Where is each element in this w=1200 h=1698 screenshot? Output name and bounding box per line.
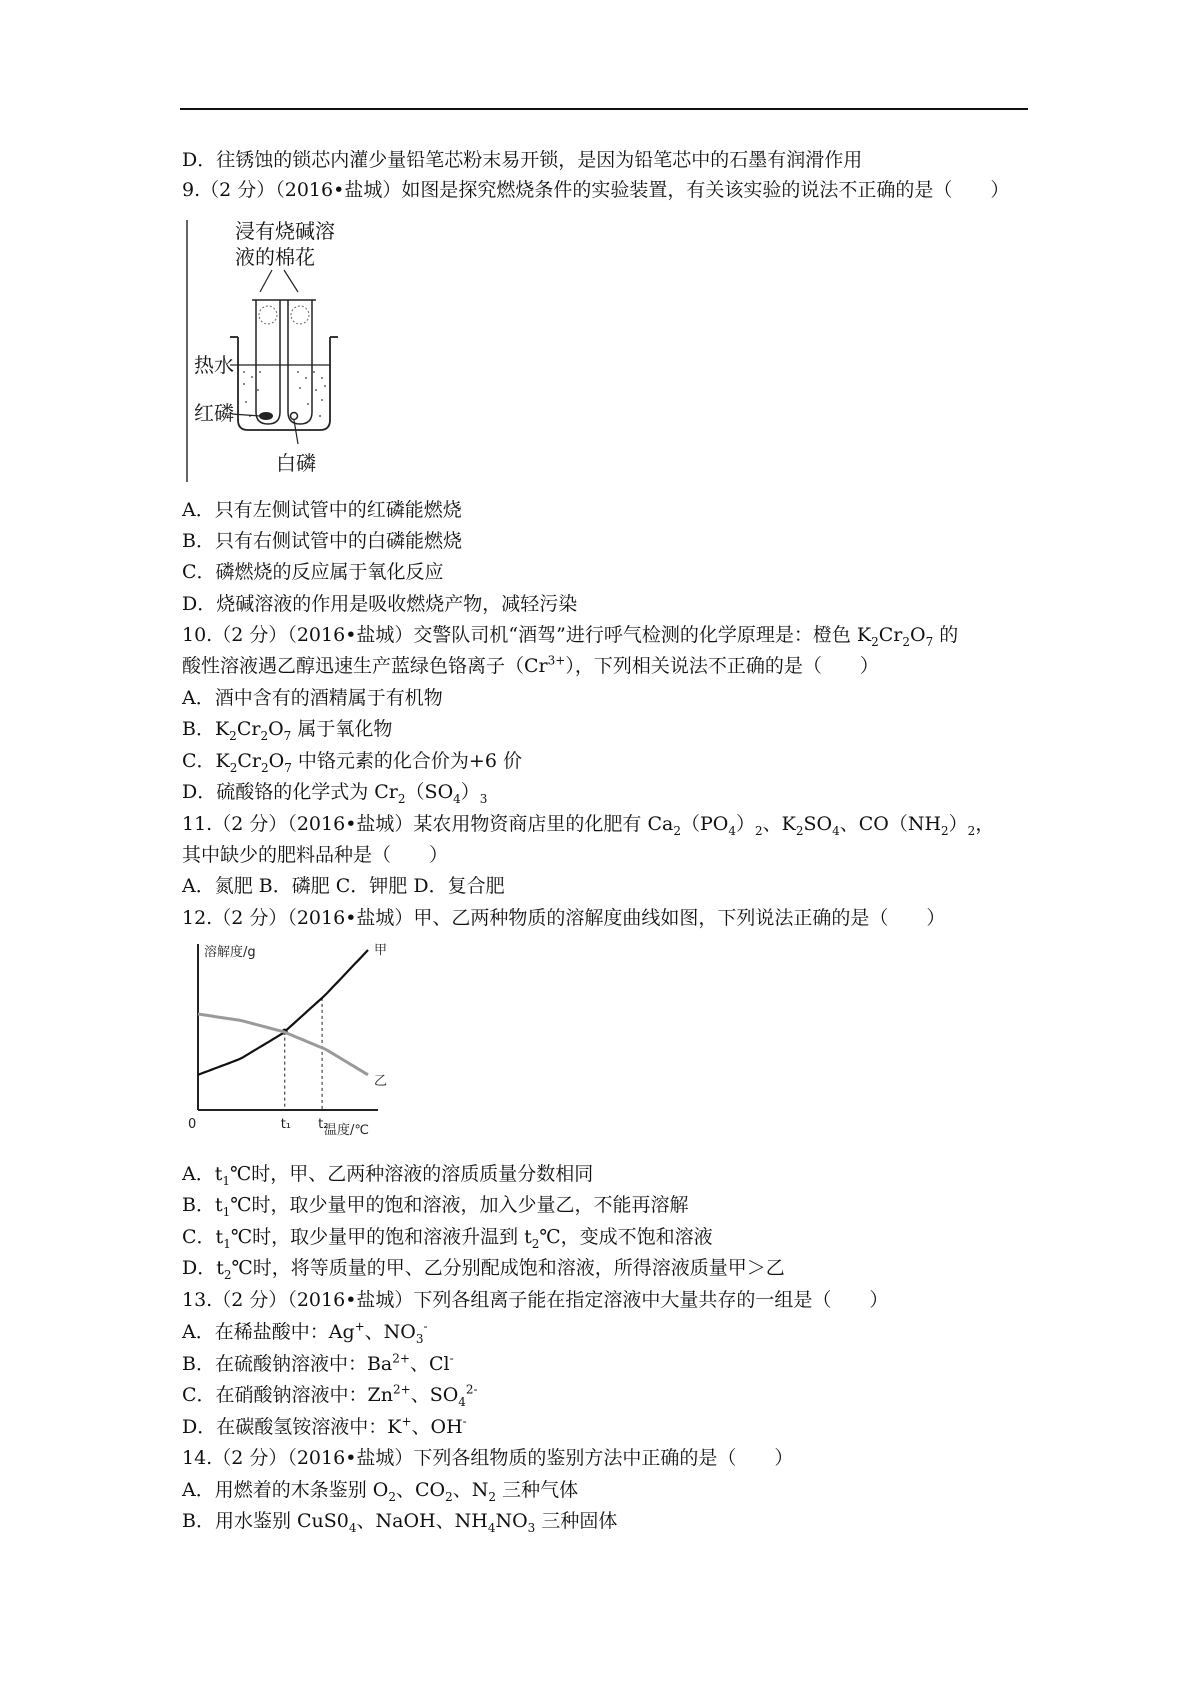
- x-tick-1: t₁: [280, 1117, 292, 1132]
- q14-option-b: B．用水鉴别 $CuS0_4$、NaOH、$NH_4NO_3$ 三种固体: [182, 1510, 618, 1535]
- q12-option-a: A．$t_1℃$时，甲、乙两种溶液的溶质质量分数相同: [182, 1163, 594, 1188]
- q9-stem: 9.（2 分）（2016•盐城）如图是探究燃烧条件的实验装置，有关该实验的说法不正确的是（ ）: [182, 179, 1010, 201]
- label-hot-water: 热水: [194, 353, 234, 377]
- q10-stem-line2: 酸性溶液遇乙醇迅速生产蓝绿色铬离子$(Cr^{3+})$，下列相关说法不正确的是（ ）: [182, 653, 879, 677]
- q10-option-c: C．$K_2Cr_2O_7$ 中铬元素的化合价为+6 价: [182, 750, 522, 775]
- series-jia-line: [198, 950, 368, 1075]
- label-white-phosphorus: 白磷: [276, 451, 316, 475]
- label-cotton-line1: 浸有烧碱溶: [235, 219, 335, 243]
- header-rule: [180, 108, 1028, 110]
- q13-option-d: D．在碳酸氢铵溶液中：K+、OH-: [182, 1414, 467, 1438]
- solubility-curve-chart: [186, 940, 398, 1140]
- q12-option-b: B．$t_1℃$时，取少量甲的饱和溶液，加入少量乙，不能再溶解: [182, 1194, 689, 1219]
- x-axis-label: 温度/℃: [324, 1123, 369, 1138]
- q10-option-a: A．酒中含有的酒精属于有机物: [182, 687, 443, 709]
- q11-stem-line1: 11.（2 分）（2016•盐城）某农用物资商店里的化肥有 $Ca_2(PO_4)_2$、$K_2SO_4$、$CO(NH_2)_2$，: [182, 813, 995, 838]
- q12-option-c: C．$t_1℃$时，取少量甲的饱和溶液升温到 $t_2℃$，变成不饱和溶液: [182, 1226, 713, 1251]
- q9-option-c: C．磷燃烧的反应属于氧化反应: [182, 561, 444, 583]
- q9-option-b: B．只有右侧试管中的白磷能燃烧: [182, 530, 462, 552]
- label-cotton-line2: 液的棉花: [235, 245, 315, 269]
- q12-option-d: D．$t_2℃$时，将等质量的甲、乙分别配成饱和溶液，所得溶液质量甲＞乙: [182, 1257, 785, 1282]
- y-axis-label: 溶解度/g: [204, 945, 256, 960]
- q12-stem: 12.（2 分）（2016•盐城）甲、乙两种物质的溶解度曲线如图，下列说法正确的是（ ）: [182, 907, 946, 929]
- q9-option-a: A．只有左侧试管中的红磷能燃烧: [182, 499, 462, 521]
- q14-stem: 14.（2 分）（2016•盐城）下列各组物质的鉴别方法中正确的是（ ）: [182, 1447, 794, 1469]
- q10-option-d: D．硫酸铬的化学式为 $Cr_2(SO_4)_3$: [182, 781, 488, 806]
- q13-stem: 13.（2 分）（2016•盐城）下列各组离子能在指定溶液中大量共存的一组是（ ）: [182, 1289, 889, 1311]
- q13-option-b: B．在硫酸钠溶液中：$Ba^{2+}$、Cl-: [182, 1351, 454, 1375]
- q13-option-a: A．在稀盐酸中：Ag+、$NO_3^-$: [182, 1319, 428, 1346]
- combustion-apparatus-figure: [180, 212, 360, 484]
- x-tick-2: t₂: [318, 1117, 329, 1132]
- q11-stem-line2: 其中缺少的肥料品种是（ ）: [182, 844, 449, 866]
- label-red-phosphorus: 红磷: [194, 401, 234, 425]
- q9-option-d: D．烧碱溶液的作用是吸收燃烧产物，减轻污染: [182, 593, 578, 615]
- q8-option-d: D．往锈蚀的锁芯内灌少量铅笔芯粉末易开锁，是因为铅笔芯中的石墨有润滑作用: [182, 149, 863, 171]
- series-label-jia: 甲: [374, 943, 388, 958]
- q14-option-a: A．用燃着的木条鉴别 $O_2$、$CO_2$、$N_2$ 三种气体: [182, 1479, 579, 1504]
- origin-label: 0: [188, 1117, 197, 1132]
- series-label-yi: 乙: [374, 1073, 388, 1089]
- q10-stem-line1: 10.（2 分）（2016•盐城）交警队司机“酒驾”进行呼气检测的化学原理是：橙色 $K_2Cr_2O_7$ 的: [182, 624, 959, 649]
- q11-options: A．氮肥 B．磷肥 C．钾肥 D．复合肥: [182, 875, 505, 897]
- q13-option-c: C．在硝酸钠溶液中：$Zn^{2+}$、$SO_4^{2-}$: [182, 1382, 478, 1409]
- q10-option-b: B．$K_2Cr_2O_7$ 属于氧化物: [182, 718, 393, 743]
